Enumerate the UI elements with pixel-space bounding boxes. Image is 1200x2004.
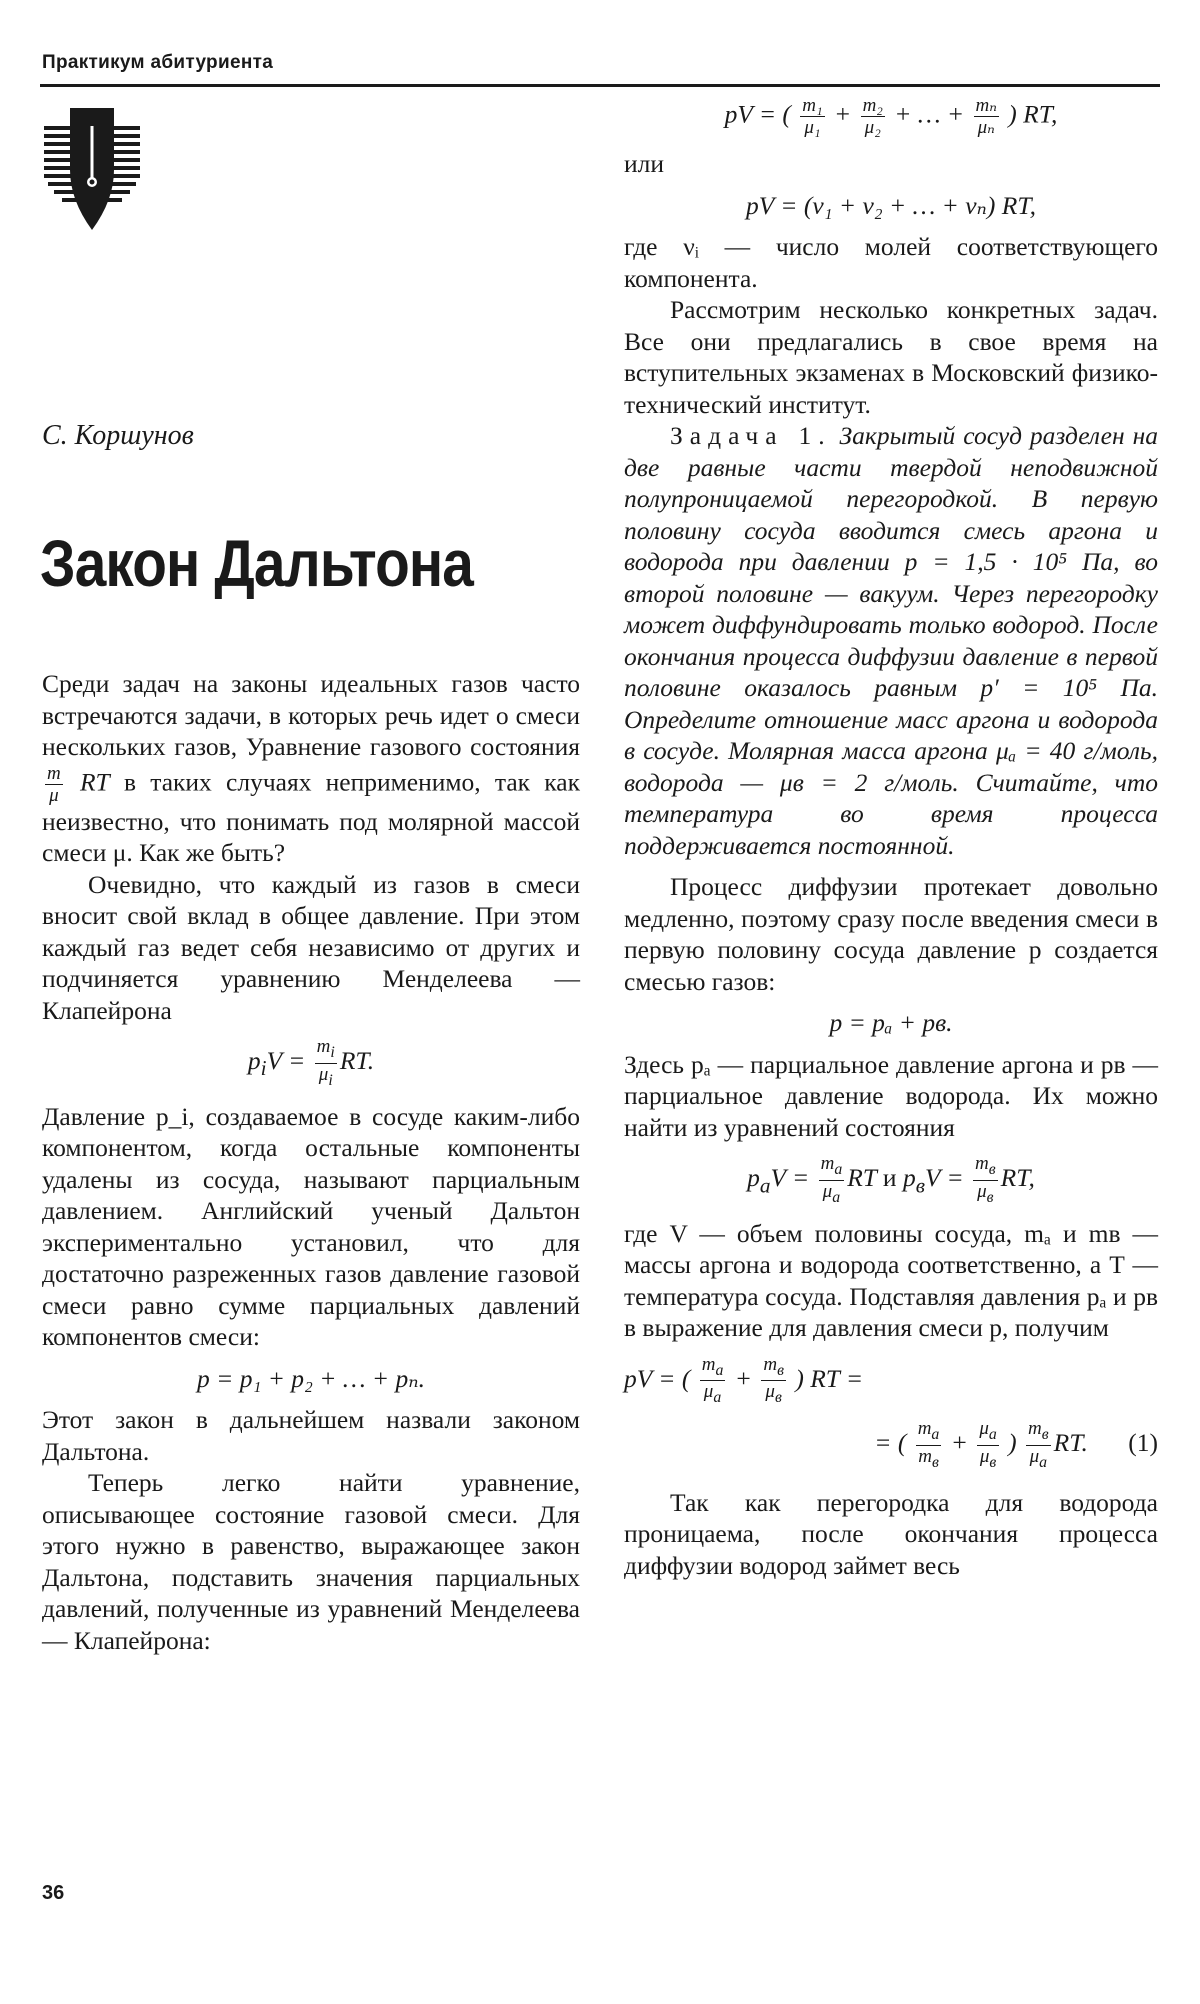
paragraph: Этот закон в дальнейшем назвали законом Дальтона. [42, 1405, 580, 1466]
paragraph: Среди задач на законы идеальных газов часто встречаются задачи, в которых речь идет о смеси нескольких газов, Уравнение газового состояния $\frac{m}{\mu}$ RT в таких случаях неприменимо, так как неизвестно, что понимать под молярной массой смеси μ. Как же быть? [42, 669, 581, 867]
equation-pressure-sum: p = pₐ + pв. [829, 1008, 953, 1037]
paragraph: Так как перегородка для водорода проницаема, после окончания процесса диффузии водород займет весь [624, 1487, 1158, 1580]
paragraph: Давление p_i, создаваемое в сосуде каким-либо компонентом, когда остальные компоненты удалены из сосуда, называют парциальным давлением. Английский ученый Дальтон экспериментально установил, что для достаточно разреженных газов давление газовой смеси равно сумме парциальных давлений компонентов смеси: [42, 1101, 580, 1352]
paragraph: Очевидно, что каждый из газов в смеси вносит свой вклад в общее давление. При этом каждый газ ведет себя независимо от других и подчиняется уравнению Менделеева — Клапейрона [42, 869, 580, 1025]
right-column [624, 95, 1158, 1581]
paragraph: Процесс диффузии протекает довольно медленно, поэтому сразу после введения смеси в первую половину сосуда давление p создается смесью газов: [624, 872, 1158, 996]
equation-moles: pV = (ν₁ + ν₂ + … + νₙ) RT, [746, 190, 1036, 220]
equation-number: (1) [1128, 1428, 1158, 1458]
equation-mixture: pV = ( $\frac{\text{m₁}}{\text{μ₁}}$ + $\frac{\text{m₂}}{\text{μ₂}}$ + … + $\frac{\text{mₙ}}{\text{μₙ}}$ ) RT, [724, 95, 1058, 138]
article-title: Закон Дальтона [40, 526, 474, 600]
author-name: С. Коршунов [42, 420, 194, 451]
inline-equation: $\frac{m}{\mu}$ [47, 762, 61, 806]
section-header: Практикум абитуриента [42, 52, 274, 73]
pen-nib-logo [42, 108, 142, 233]
equation-dalton-law: p = p₁ + p₂ + … + pₙ. [197, 1363, 425, 1393]
problem-label: Задача 1. [670, 421, 832, 450]
problem-1 [624, 420, 1158, 861]
equation-state-pair: $p_aV$ = $\frac{m_a}{\mu_a}$ RT и $p_вV$ = $\frac{m_в}{\mu_в}$ RT, [747, 1153, 1035, 1206]
left-column [42, 668, 580, 1656]
header-rule [40, 84, 1160, 87]
page-number: 36 [42, 1882, 65, 1904]
connector-word: или [624, 149, 665, 178]
paragraph: Здесь pₐ — парциальное давление аргона и pв — парциальное давление водорода. Их можно найти из уравнений состояния [624, 1049, 1158, 1142]
equation-1-line-a: pV = ( $\frac{m_a}{\mu_a}$ + $\frac{m_в}{\mu_в}$ ) RT = [624, 1353, 864, 1407]
paragraph: Рассмотрим несколько конкретных задач. Все они предлагались в свое время на вступительных экзаменах в Московский физико-технический институт. [624, 295, 1158, 419]
equation-mendeleev: $p_iV$ = $\frac{m_i}{\mu_i}$ RT. [247, 1036, 375, 1089]
problem-text: Закрытый сосуд разделен на две равные части твердой неподвижной полупроницаемой перегородкой. В первую половину сосуда вводится смесь аргона и водорода при давлении p = 1,5 · 10⁵ Па, во второй половине — вакуум. Через перегородку может диффундировать только водород. После окончания процесса диффузии давление в первой половине оказалось равным p′ = 10⁵ Па. Определите отношение масс аргона и водорода в сосуде. Молярная масса аргона μₐ = 40 г/моль, водорода — μв = 2 г/моль. Считайте, что температура во время процесса поддерживается постоянной. [624, 421, 1159, 860]
equation-1-line-b: = ( $\frac{m_a}{m_в}$ + $\frac{\mu_a}{\mu_в}$ ) $\frac{m_в}{\mu_a}$ RT. (1) [874, 1418, 1158, 1471]
paragraph: где νᵢ — число молей соответствующего компонента. [624, 232, 1158, 293]
paragraph: Теперь легко найти уравнение, описывающее состояние газовой смеси. Для этого нужно в равенство, выражающее закон Дальтона, подставить значения парциальных давлений, полученные из уравнений Менделеева — Клапейрона: [42, 1468, 580, 1655]
paragraph: где V — объем половины сосуда, mₐ и mв — массы аргона и водорода соответственно, а T — температура сосуда. Подставляя давления pₐ и pв в выражение для давления смеси p, получим [624, 1218, 1158, 1343]
